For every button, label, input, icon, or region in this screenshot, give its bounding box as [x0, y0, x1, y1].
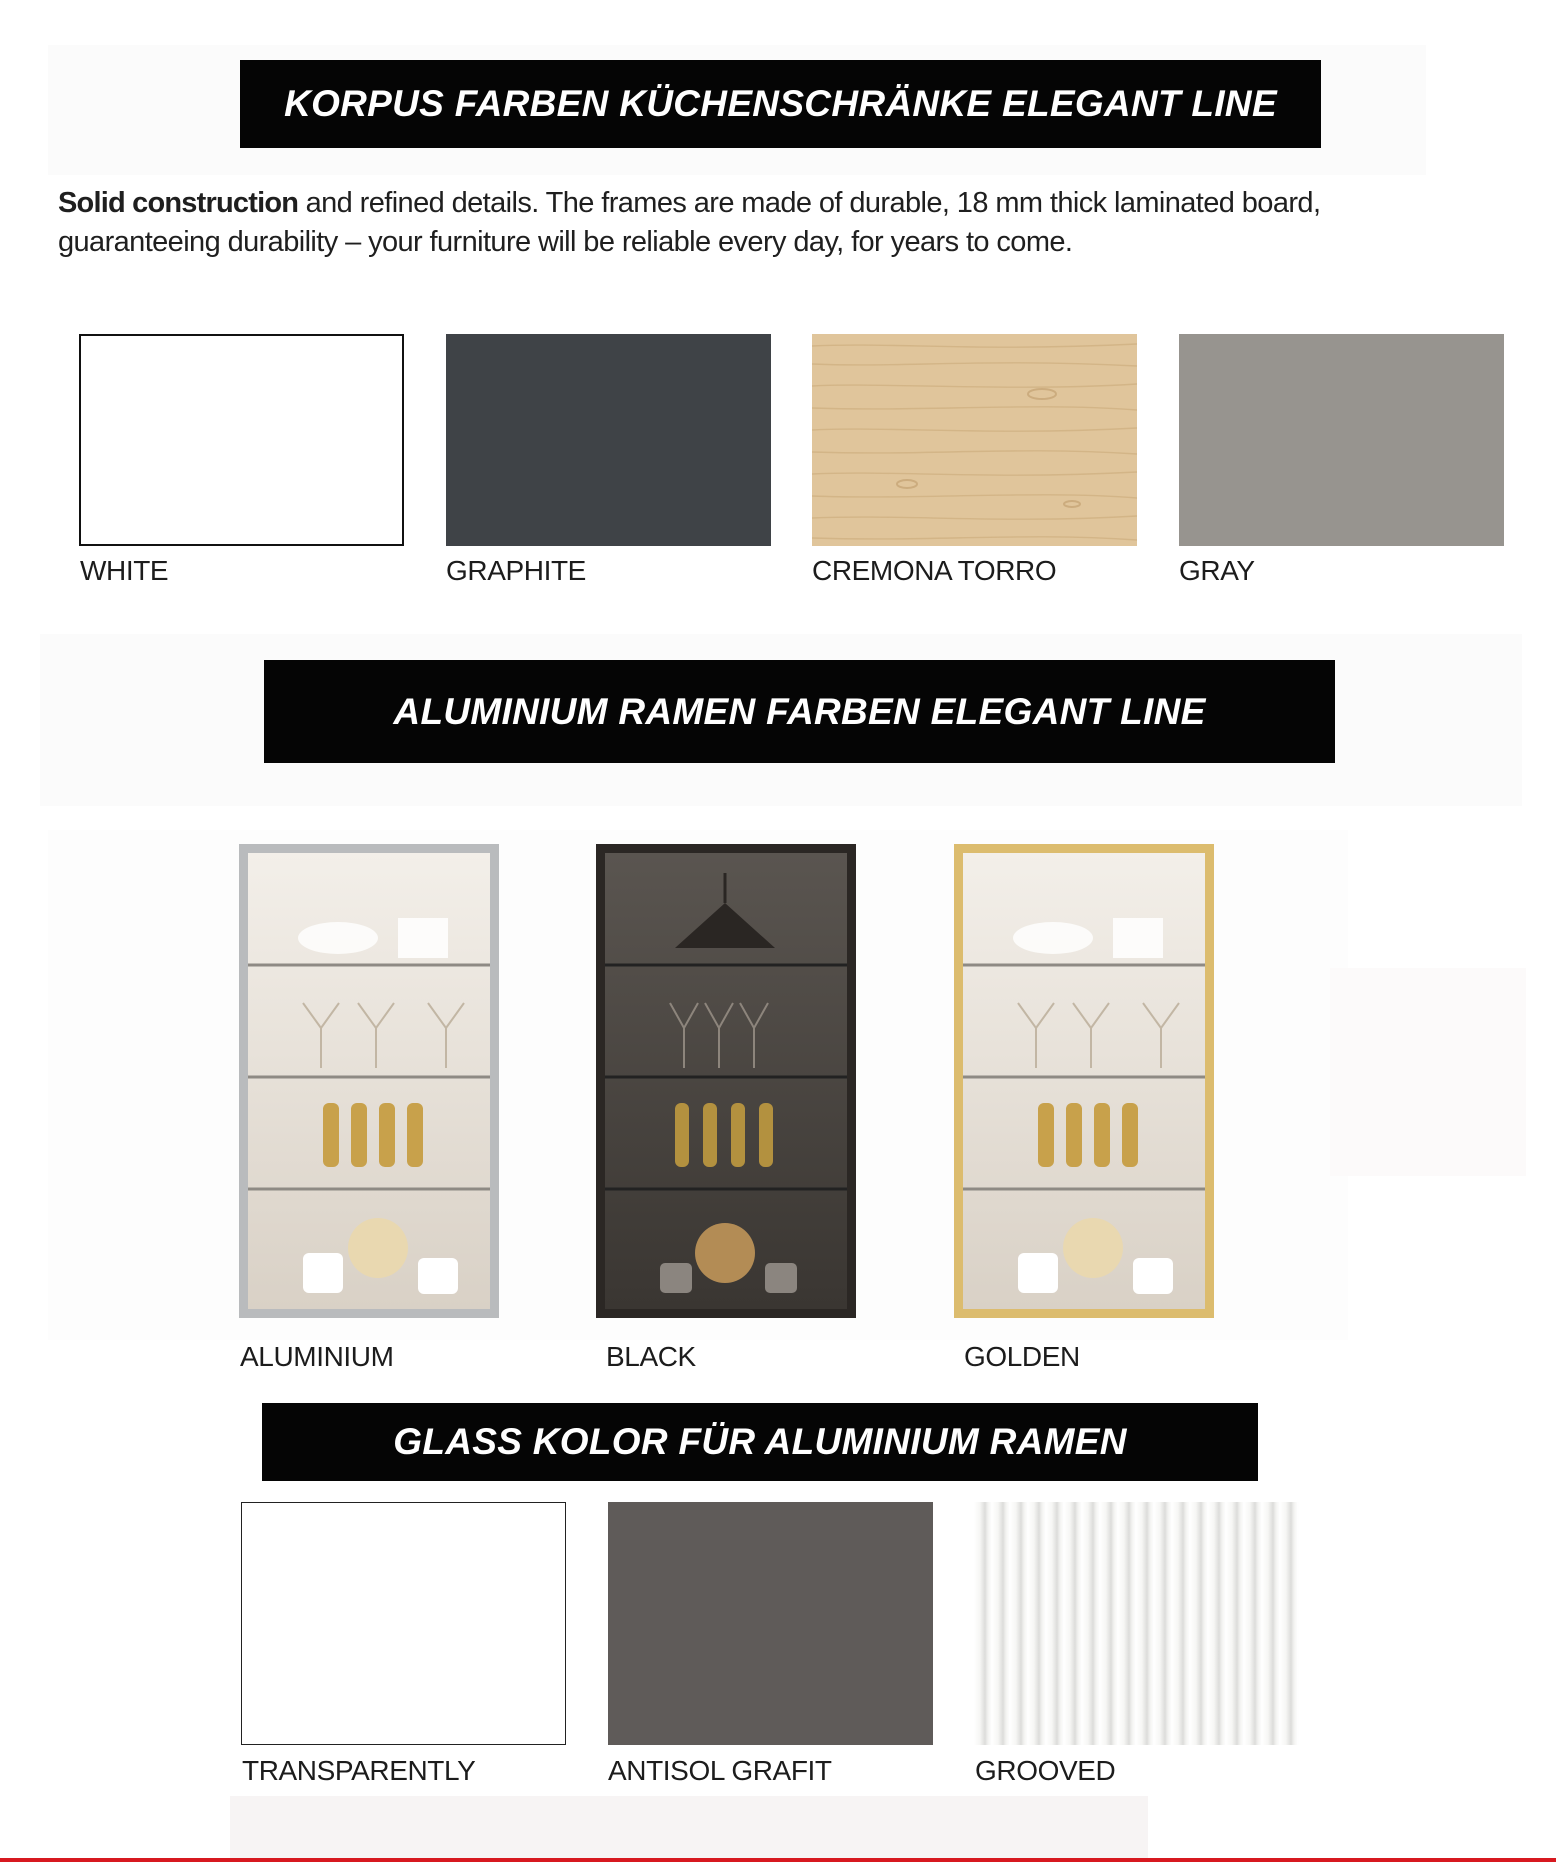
- swatch-antisol-grafit: [608, 1502, 933, 1745]
- swatch-label-white: WHITE: [80, 555, 169, 586]
- glass-label-antisol-grafit: ANTISOL GRAFIT: [608, 1755, 832, 1786]
- swatch-label-gray: GRAY: [1179, 555, 1255, 586]
- intro-text: and refined details. The frames are made of durable, 18 mm thick laminated board, guaranteeing durability – your furniture will be reliable every day, for years to come.: [58, 187, 1321, 258]
- glass-label-grooved: GROOVED: [975, 1755, 1116, 1786]
- wood-grain-texture: [812, 334, 1137, 546]
- glass-label-transparently: TRANSPARENTLY: [242, 1755, 476, 1786]
- korpus-title: KORPUS FARBEN KÜCHENSCHRÄNKE ELEGANT LINE: [284, 83, 1277, 124]
- intro-bold: Solid construction: [58, 187, 299, 219]
- frames-title-banner: [264, 660, 1335, 763]
- frames-title: ALUMINIUM RAMEN FARBEN ELEGANT LINE: [393, 690, 1206, 732]
- intro-paragraph: [58, 184, 1488, 262]
- cabinet-interior-illustration: [248, 853, 490, 1309]
- frame-aluminium: [239, 844, 499, 1318]
- swatch-graphite: [446, 334, 771, 546]
- glass-title: GLASS KOLOR FÜR ALUMINIUM RAMEN: [393, 1421, 1127, 1462]
- frame-label-black: BLACK: [606, 1341, 696, 1372]
- swatch-grooved: [974, 1502, 1299, 1745]
- swatch-label-graphite: GRAPHITE: [446, 555, 586, 586]
- frame-label-golden: GOLDEN: [964, 1341, 1080, 1372]
- frame-golden: [954, 844, 1214, 1318]
- swatch-white: [79, 334, 404, 546]
- swatch-transparently: [241, 1502, 566, 1745]
- cabinet-interior-illustration: [963, 853, 1205, 1309]
- frame-label-aluminium: ALUMINIUM: [240, 1341, 394, 1372]
- footer-red-line: [0, 1858, 1556, 1862]
- korpus-title-banner: [240, 60, 1321, 148]
- swatch-label-cremona-torro: CREMONA TORRO: [812, 555, 1057, 586]
- side-band: [1330, 968, 1526, 1176]
- cabinet-interior-illustration: [605, 853, 847, 1309]
- swatch-gray: [1179, 334, 1504, 546]
- glass-title-banner: [262, 1403, 1258, 1481]
- swatch-cremona-torro: [812, 334, 1137, 546]
- bottom-band: [230, 1796, 1148, 1862]
- frame-black: [596, 844, 856, 1318]
